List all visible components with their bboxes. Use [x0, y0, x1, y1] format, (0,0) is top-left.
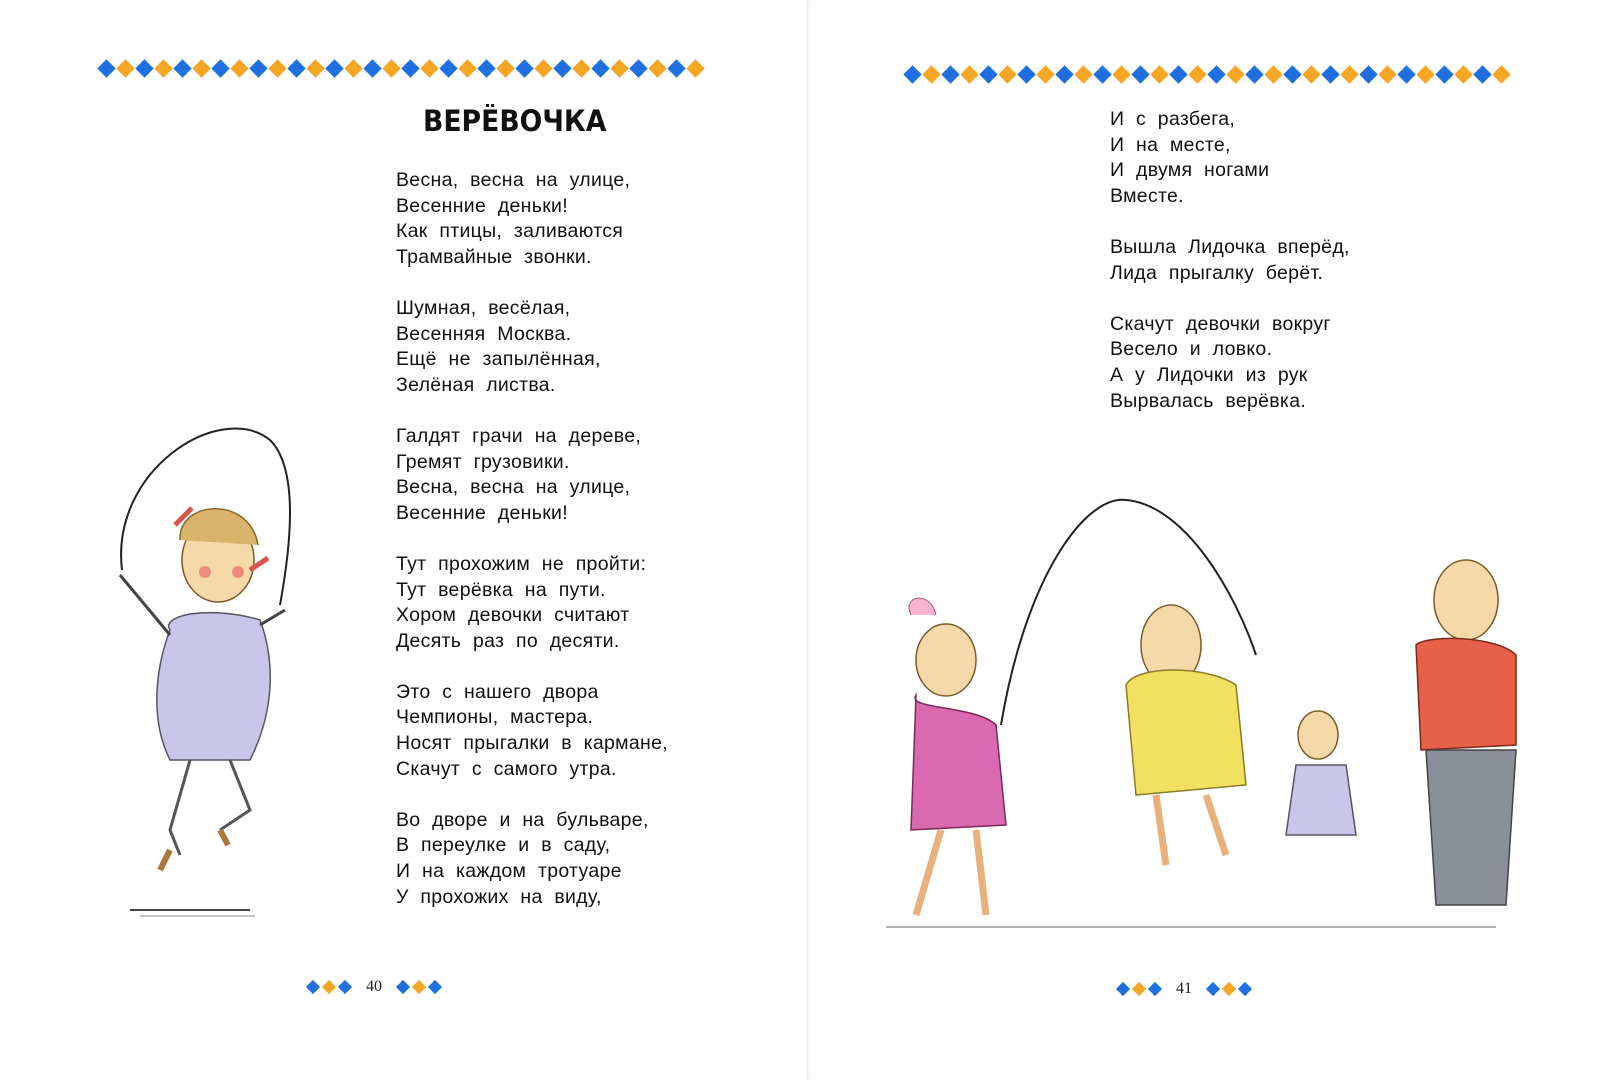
diamond-ornament: [960, 65, 978, 83]
diamond-ornament: [477, 59, 495, 77]
diamond-ornament: [363, 59, 381, 77]
diamond-ornament: [1169, 65, 1187, 83]
stanza: [1110, 107, 1350, 209]
diamond-ornament: [268, 59, 286, 77]
poem-line: Носят прыгалки в кармане,: [396, 732, 668, 755]
poem-line: Ещё не запылённая,: [396, 348, 601, 371]
poem-line: Трамвайные звонки.: [396, 245, 592, 268]
diamond-ornament: [979, 65, 997, 83]
diamond-ornament: [325, 59, 343, 77]
poem-line: Весенние деньки!: [396, 194, 568, 217]
poem-line: А у Лидочки из рук: [1110, 363, 1308, 386]
stanza: [396, 424, 668, 526]
diamond-ornament: [1036, 65, 1054, 83]
poem-line: И на каждом тротуаре: [396, 860, 622, 883]
poem-text-right: [1110, 107, 1350, 440]
diamond-ornament: [1473, 65, 1491, 83]
diamond-ornament: [1321, 65, 1339, 83]
diamond-ornament: [420, 59, 438, 77]
diamond-ornament: [1245, 65, 1263, 83]
diamond-ornament: [998, 65, 1016, 83]
diamond-ornament: [1207, 65, 1225, 83]
poem-line: Весенняя Москва.: [396, 322, 572, 345]
poem-line: Чемпионы, мастера.: [396, 706, 594, 729]
diamond-ornament: [116, 59, 134, 77]
diamond-ornament: [553, 59, 571, 77]
diamond-ornament: [922, 65, 940, 83]
stanza: [396, 552, 668, 654]
page-number-right: [1118, 980, 1250, 998]
poem-line: Десять раз по десяти.: [396, 629, 620, 652]
stanza: [1110, 235, 1350, 286]
diamond-ornament: [1055, 65, 1073, 83]
diamond-ornament: [686, 59, 704, 77]
diamond-ornament: [306, 59, 324, 77]
poem-line: Тут верёвка на пути.: [396, 578, 606, 601]
page-number: 41: [1176, 980, 1192, 997]
diamond-ornament: [1435, 65, 1453, 83]
diamond-ornament: [1188, 65, 1206, 83]
poem-line: Зелёная листва.: [396, 373, 556, 396]
poem-line: И на месте,: [1110, 133, 1231, 156]
page-number: 40: [366, 978, 382, 995]
diamond-ornament: [97, 59, 115, 77]
poem-title: ВЕРЁВОЧКА: [423, 104, 607, 138]
diamond-ornament: [610, 59, 628, 77]
diamond-ornament: [591, 59, 609, 77]
poem-line: Галдят грачи на дереве,: [396, 424, 642, 447]
diamond-ornament: [458, 59, 476, 77]
poem-line: Весело и ловко.: [1110, 338, 1273, 361]
diamond-ornament: [648, 59, 666, 77]
stanza: [396, 680, 668, 782]
diamond-ornament: [1226, 65, 1244, 83]
right-page: [806, 0, 1612, 1080]
diamond-ornament: [941, 65, 959, 83]
diamond-ornament: [1093, 65, 1111, 83]
diamond-ornament: [1283, 65, 1301, 83]
diamond-ornament: [211, 59, 229, 77]
stanza: [1110, 312, 1350, 414]
poem-line: И с разбега,: [1110, 108, 1236, 130]
diamond-ornament: [534, 59, 552, 77]
diamond-ornament: [1131, 65, 1149, 83]
diamond-ornament: [439, 59, 457, 77]
diamond-ornament: [1017, 65, 1035, 83]
poem-line: Как птицы, заливаются: [396, 220, 624, 243]
diamond-ornament: [1416, 65, 1434, 83]
diamond-ornament: [287, 59, 305, 77]
poem-line: Вырвалась верёвка.: [1110, 389, 1307, 412]
diamond-ornament: [629, 59, 647, 77]
poem-line: И двумя ногами: [1110, 159, 1270, 182]
poem-line: Вместе.: [1110, 184, 1184, 207]
poem-line: Тут прохожим не пройти:: [396, 552, 647, 575]
diamond-ornament: [1264, 65, 1282, 83]
diamond-ornament: [1492, 65, 1510, 83]
stanza: [396, 808, 668, 910]
diamond-ornament: [515, 59, 533, 77]
diamond-ornament: [249, 59, 267, 77]
diamond-ornament: [1397, 65, 1415, 83]
diamond-ornament: [572, 59, 590, 77]
poem-line: Шумная, весёлая,: [396, 296, 571, 319]
poem-line: Скачут с самого утра.: [396, 757, 617, 780]
stanza: [396, 296, 668, 398]
diamond-ornament: [1150, 65, 1168, 83]
diamond-ornament: [1074, 65, 1092, 83]
poem-text-left: [396, 168, 668, 936]
poem-line: Вышла Лидочка вперёд,: [1110, 235, 1350, 258]
poem-line: Во дворе и на бульваре,: [396, 808, 649, 831]
diamond-ornament: [1378, 65, 1396, 83]
diamond-ornament: [230, 59, 248, 77]
diamond-ornament: [135, 59, 153, 77]
poem-line: Лида прыгалку берёт.: [1110, 261, 1324, 284]
poem-line: Весенние деньки!: [396, 501, 568, 524]
poem-line: Весна, весна на улице,: [396, 169, 631, 191]
girls-jumping-rope-illustration: [856, 495, 1536, 965]
decorative-diamond-border: [100, 62, 702, 75]
poem-line: Весна, весна на улице,: [396, 476, 631, 499]
page-number-left: [308, 978, 440, 996]
poem-line: У прохожих на виду,: [396, 885, 602, 908]
diamond-ornament: [401, 59, 419, 77]
diamond-ornament: [344, 59, 362, 77]
diamond-ornament: [173, 59, 191, 77]
decorative-diamond-border: [906, 68, 1508, 81]
poem-line: В переулке и в саду,: [396, 834, 611, 857]
stanza: [396, 168, 668, 270]
diamond-ornament: [496, 59, 514, 77]
diamond-ornament: [1340, 65, 1358, 83]
diamond-ornament: [1454, 65, 1472, 83]
diamond-ornament: [1302, 65, 1320, 83]
poem-line: Хором девочки считают: [396, 604, 630, 627]
diamond-ornament: [1359, 65, 1377, 83]
poem-line: Скачут девочки вокруг: [1110, 312, 1331, 335]
diamond-ornament: [903, 65, 921, 83]
poem-line: Это с нашего двора: [396, 680, 599, 703]
diamond-ornament: [382, 59, 400, 77]
diamond-ornament: [192, 59, 210, 77]
jump-rope-girl-illustration: [100, 430, 320, 950]
diamond-ornament: [667, 59, 685, 77]
diamond-ornament: [154, 59, 172, 77]
poem-line: Гремят грузовики.: [396, 450, 570, 473]
diamond-ornament: [1112, 65, 1130, 83]
